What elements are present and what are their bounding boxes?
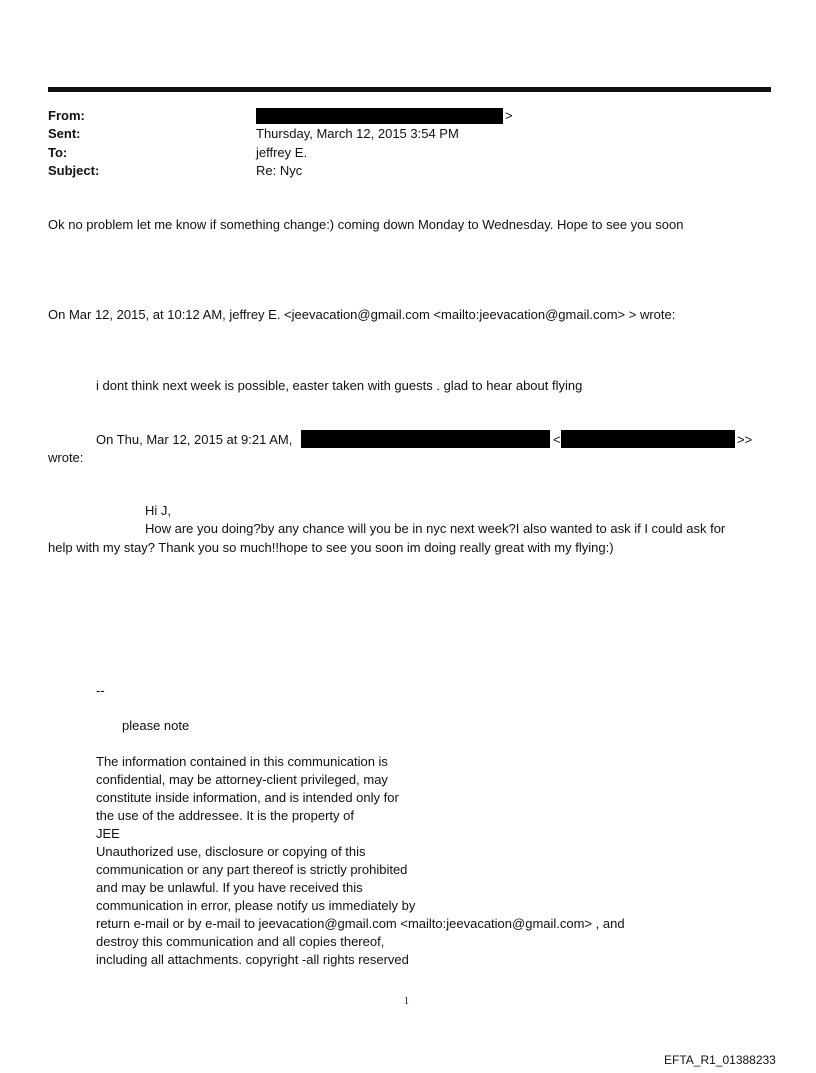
disclaimer-line: destroy this communication and all copies thereof, [96,934,385,949]
disclaimer-line: Unauthorized use, disclosure or copying of this [96,844,366,859]
subject-value: Re: Nyc [256,163,303,178]
redacted-name [301,430,550,448]
disclaimer-line: JEE [96,826,120,841]
redacted-sender [256,108,503,124]
please-note: please note [122,718,190,733]
message-body: Ok no problem let me know if something change:) coming down Monday to Wednesday. Hope to see you soon [48,217,684,232]
sent-label: Sent: [48,126,81,141]
disclaimer-line: and may be unlawful. If you have received this [96,880,363,895]
disclaimer-line: return e-mail or by e-mail to jeevacation@gmail.com <mailto:jeevacation@gmail.com> , and [96,916,625,931]
header-divider [48,87,771,92]
document-id: EFTA_R1_01388233 [664,1053,776,1067]
quote2-line2: help with my stay? Thank you so much!!hope to see you soon im doing really great with my flying:) [48,540,614,555]
disclaimer-line: including all attachments. copyright -all rights reserved [96,952,409,967]
disclaimer-line: confidential, may be attorney-client privileged, may [96,772,388,787]
disclaimer-line: the use of the addressee. It is the property of [96,808,354,823]
disclaimer [96,753,625,969]
quote2-wrote: wrote: [48,450,84,465]
to-value: jeffrey E. [256,145,308,160]
redacted-email [561,430,735,448]
quote1-attribution: On Mar 12, 2015, at 10:12 AM, jeffrey E. <jeevacation@gmail.com <mailto:jeevacation@gmail.com> > wrote: [48,307,676,322]
disclaimer-line: communication in error, please notify us immediately by [96,898,416,913]
subject-label: Subject: [48,163,100,178]
from-suffix: > [505,108,513,123]
disclaimer-line: communication or any part thereof is strictly prohibited [96,862,408,877]
quote2-attribution: On Thu, Mar 12, 2015 at 9:21 AM, [96,432,293,447]
quote2-lt: < [553,432,561,447]
quote1-body: i dont think next week is possible, easter taken with guests . glad to hear about flying [96,378,583,393]
signature-dashes: -- [96,683,105,698]
from-label: From: [48,108,85,123]
disclaimer-line: constitute inside information, and is intended only for [96,790,399,805]
sent-value: Thursday, March 12, 2015 3:54 PM [256,126,459,141]
quote2-greeting: Hi J, [145,503,171,518]
quote2-line1: How are you doing?by any chance will you be in nyc next week?I also wanted to ask if I could ask for [145,521,726,536]
quote2-gt: >> [737,432,753,447]
disclaimer-line: The information contained in this communication is [96,754,388,769]
to-label: To: [48,145,68,160]
page-number: 1 [404,996,409,1007]
